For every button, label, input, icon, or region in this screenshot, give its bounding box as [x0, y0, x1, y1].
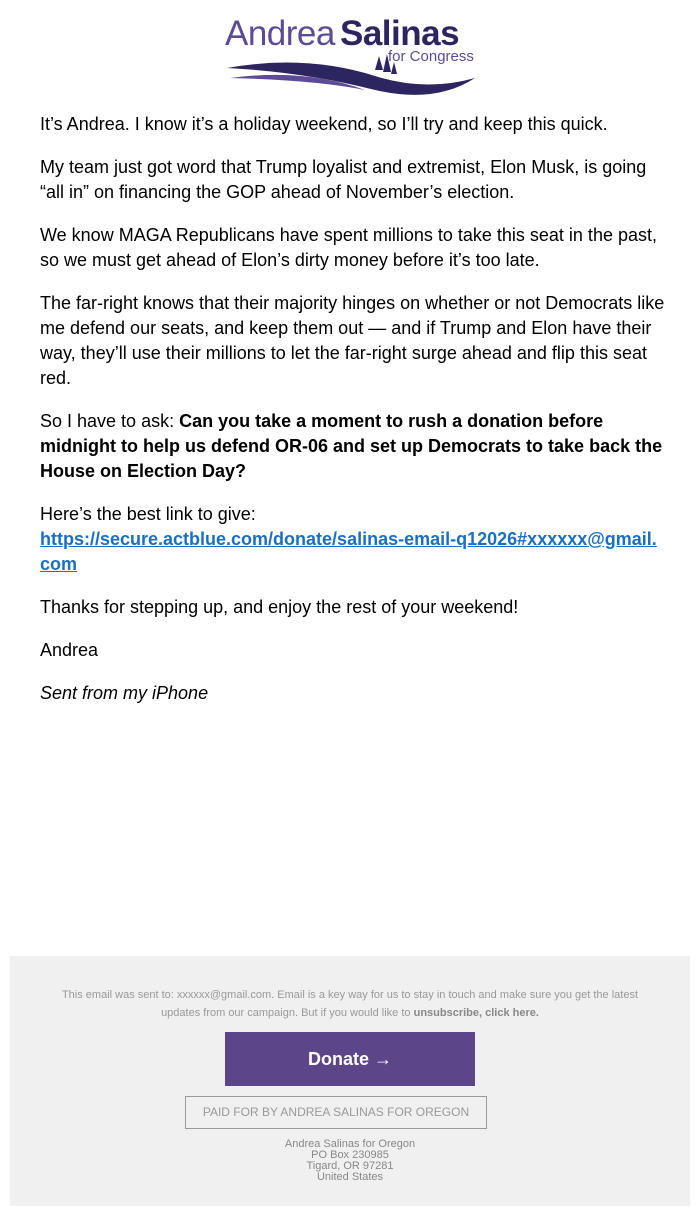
footer-note [50, 986, 650, 1022]
campaign-logo [225, 14, 480, 98]
paragraph: The far-right knows that their majority hinges on whether or not Democrats like me defend our seats, and keep them out — and if Trump and Elon have their way, they’ll use their millions to let the far-right surge ahead and flip this seat red. [40, 293, 665, 388]
address-line: United States [316, 1171, 384, 1183]
signoff: Andrea [40, 640, 99, 660]
paragraph: It’s Andrea. I know it’s a holiday weekend, so I’ll try and keep this quick. [40, 114, 608, 134]
logo-last-name: Salinas [340, 14, 460, 53]
email-body [40, 112, 665, 724]
paragraph: We know MAGA Republicans have spent millions to take this seat in the past, so we must get ahead of Elon’s dirty money before it’s too late. [40, 225, 657, 270]
logo-first-name: Andrea [225, 14, 335, 53]
ask-paragraph [40, 409, 665, 484]
sent-from: Sent from my iPhone [40, 683, 209, 703]
ask-bold: Can you take a moment to rush a donation before midnight to help us defend OR-06 and set up Democrats to take back the House on Election Day? [40, 411, 663, 481]
donate-link[interactable]: https://secure.actblue.com/donate/salinas-email-q12026#xxxxxx@gmail.com [40, 529, 657, 574]
address-line: Andrea Salinas for Oregon [284, 1138, 416, 1150]
ask-lead: So I have to ask: [40, 411, 180, 431]
logo-tagline: for Congress [388, 48, 474, 65]
paid-for-disclaimer: PAID FOR BY ANDREA SALINAS FOR OREGON [185, 1096, 487, 1129]
link-lead: Here’s the best link to give: [40, 504, 256, 524]
logo-wave-icon [225, 42, 480, 98]
footer-note-text: This email was sent to: xxxxxx@gmail.com. Email is a key way for us to stay in touch and make sure you get the latest updates from our campaign. But if you would like to [61, 989, 639, 1019]
mailing-address [10, 1139, 690, 1183]
unsubscribe-link[interactable]: unsubscribe, click here. [413, 1007, 539, 1019]
footer [10, 956, 690, 1206]
address-line: PO Box 230985 [311, 1149, 389, 1161]
address-line: Tigard, OR 97281 [306, 1160, 394, 1172]
paragraph: My team just got word that Trump loyalist and extremist, Elon Musk, is going “all in” on financing the GOP ahead of November’s election. [40, 157, 647, 202]
link-paragraph [40, 502, 665, 577]
donate-button[interactable]: Donate → [225, 1032, 475, 1086]
paragraph: Thanks for stepping up, and enjoy the rest of your weekend! [40, 597, 519, 617]
